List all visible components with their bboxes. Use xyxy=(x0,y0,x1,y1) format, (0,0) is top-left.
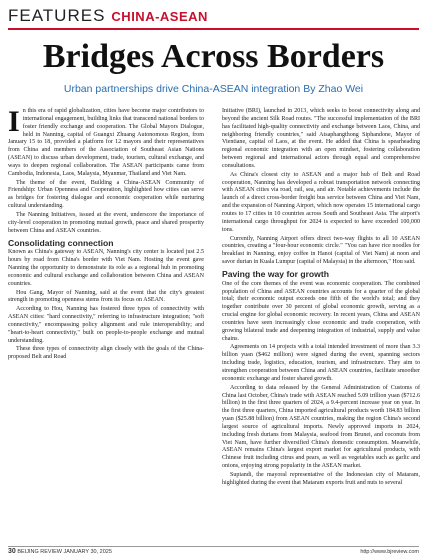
paragraph: Initiative (BRI), launched in 2013, which seeks to boost connectivity along and beyond the ancient Silk Road routes. "The successful implementation of the BRI has facilitated high-quality connectivity and exchange between Laos, China, and neighboring friendly countries," said Atsaphangthong Siphandone, Mayor of Vientiane, capital of Laos, at the event. He added that China is spearheading regional economic integration with an open mindset, fostering collaboration between regional and international actors through equal and comprehensive consultations. xyxy=(222,108,420,169)
paragraph: According to Hou, Nanning has fostered three types of connectivity with ASEAN cities: "hard connectivity," referring to infrastructure integration; "soft connectivity," encompassing policy alignment and rule interoperability; and "heart-to-heart connectivity," built on people-to-people exchange and mutual understanding. xyxy=(8,306,204,344)
paragraph: Supiandi, the mayoral representative of the Indonesian city of Mataram, highlighted during the event that Mataram exports fruit and nuts to several xyxy=(222,471,420,486)
paragraph: Agreements on 14 projects with a total intended investment of more than 3.3 billion yuan ($462 million) were signed during the event, spanning sectors including trade, logistics, education, tourism, and infrastructure. They aim to strengthen cooperation between China and ASEAN countries, facilitate smoother economic exchange and foster shared growth. xyxy=(222,344,420,382)
subsection-label: CHINA-ASEAN xyxy=(111,9,208,24)
paragraph: Hou Gang, Mayor of Nanning, said at the event that the city's greatest strength in promoting openness stems from its focus on ASEAN. xyxy=(8,289,204,304)
deck-text: Urban partnerships drive China-ASEAN integration xyxy=(63,83,301,95)
paragraph: The Nanning Initiatives, issued at the event, underscore the importance of city-level cooperation in promoting mutual growth, peace and shared prosperity between China and ASEAN countries. xyxy=(8,211,204,234)
paragraph: One of the core themes of the event was economic cooperation. The combined population of China and ASEAN countries accounts for a quarter of the global total; their economic output exceeds one fifth of the world's total; and they together contribute over 30 percent of global economic growth, serving as a crucial engine for global economic recovery. In recent years, China and ASEAN countries have seen increasingly close economic and trade cooperation, with growing bilateral trade and deepening integration of industrial, supply and value chains. xyxy=(222,280,420,342)
issue-info: BEIJING REVIEW JANUARY 30, 2025 xyxy=(17,549,112,555)
subheading: Paving the way for growth xyxy=(222,268,329,279)
paragraph: The theme of the event, Building a China-ASEAN Community of Friendship: Urban Openness and Cooperation, highlighted how cities can serve as bridges for fostering dialogue and economic cooperation while nurturing cultural understanding. xyxy=(8,179,204,210)
left-column xyxy=(8,105,204,363)
article-title: Bridges Across Borders xyxy=(42,38,385,75)
paragraph: Currently, Nanning Airport offers direct two-way flights to all 10 ASEAN countries, creating a "four-hour economic circle." "You can have rice noodles for breakfast in Nanning, enjoy coffee in Hanoi (capital of Viet Nam) at noon and savor durian in Kuala Lumpur (capital of Malaysia) in the afternoon," Hou said. xyxy=(222,235,420,266)
byline: By Zhao Wei xyxy=(303,83,364,95)
right-column xyxy=(222,108,420,489)
section-label: FEATURES xyxy=(8,6,106,25)
website-link[interactable]: http://www.bjreview.com xyxy=(360,549,419,555)
page-footer xyxy=(8,546,419,557)
paragraph: Known as China's gateway to ASEAN, Nanning's city center is located just 2.5 hours by road from China's border with Viet Nam. Hosting the event gave Nanning the opportunity to demonstrate its role as a regional hub in promoting economic and cultural exchange and collaboration between China and ASEAN countries. xyxy=(8,249,204,287)
paragraph: According to data released by the General Administration of Customs of China last October, China's trade with ASEAN reached 5.09 trillion yuan ($712.6 billion) in the first three quarters of 2024, a 9.4-percent increase year on year. In the first three quarters, China imported agricultural products worth 184.83 billion yuan ($25.88 billion) from ASEAN countries, making the region China's second largest source of agricultural imports. Newly approved imports in 2024, including fresh durians from Malaysia, seafood from Brunei, and coconuts from Viet Nam, have further diversified China's domestic consumption. Meanwhile, ASEAN remains China's largest export market for agricultural products, with Chinese fruit including citrus and pears, as well as vegetables such as garlic and onions, enjoying strong popularity in the ASEAN market. xyxy=(222,384,420,470)
article-deck xyxy=(0,83,427,95)
paragraph: In this era of rapid globalization, cities have become major contributors to international engagement, building links that transcend national borders to foster friendly exchange and cooperation. The Global Mayors Dialogue, held in Nanning, capital of Guangxi Zhuang Autonomous Region, from January 15 to 18, provided a platform for 12 mayors and their representatives from China and members of the Association of Southeast Asian Nations (ASEAN) to discuss urban development, trade, tourism, cultural exchange, and ways to deepen regional collaboration. The ASEAN participants came from Cambodia, Indonesia, Laos, Malaysia, Myanmar, Thailand and Viet Nam. xyxy=(8,105,204,177)
paragraph: As China's closest city to ASEAN and a major hub of Belt and Road cooperation, Nanning has developed a robust transportation network connecting with ASEAN cities via road, rail, sea, and air. Notable achievements include the launch of a direct cross-border freight bus service between China and Viet Nam, and the expansion of Nanning Airport, which now operates 15 international cargo routes to 17 cities in 10 countries across South and Southeast Asia. The airport's international cargo throughput for 2024 is expected to have exceeded 100,000 tons. xyxy=(222,171,420,233)
page-number: 30 xyxy=(8,548,16,555)
subheading: Consolidating connection xyxy=(8,237,114,248)
paragraph: These three types of connectivity align closely with the goals of the China-proposed Belt and Road xyxy=(8,346,204,361)
drop-cap: I xyxy=(8,105,20,138)
section-header xyxy=(8,6,419,30)
